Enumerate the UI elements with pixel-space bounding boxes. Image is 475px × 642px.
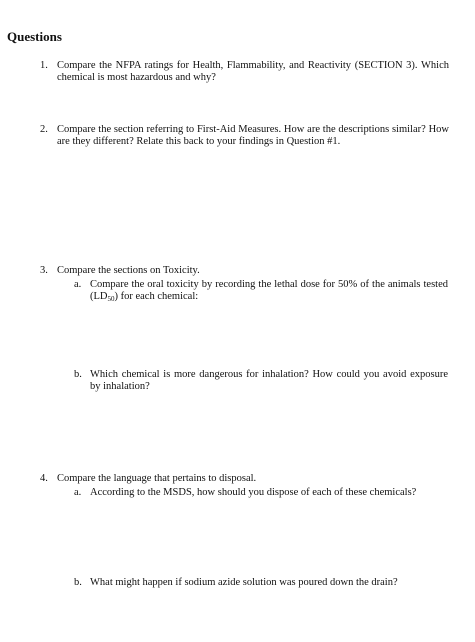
question-number: 4. [40, 473, 48, 484]
sub-question-letter: b. [74, 577, 82, 588]
question-2 [40, 124, 450, 150]
question-text: Compare the section referring to First-Aid Measures. How are the descriptions similar? How are they different? Relate this back to your findings in Question #1. [57, 124, 449, 147]
sub-question-letter: a. [74, 279, 82, 290]
question-number: 2. [40, 124, 48, 135]
question-text: Compare the sections on Toxicity. [57, 265, 200, 276]
question-4a [74, 487, 450, 501]
sub-question-text: Which chemical is more dangerous for inhalation? How could you avoid exposure by inhalation? [90, 369, 448, 392]
question-4b [74, 577, 450, 591]
question-3a [74, 279, 450, 305]
sub-question-letter: a. [74, 487, 82, 498]
question-3 [40, 265, 450, 279]
question-4 [40, 473, 450, 487]
sub-question-letter: b. [74, 369, 82, 380]
question-number: 3. [40, 265, 48, 276]
question-3b [74, 369, 450, 395]
sub-question-text: According to the MSDS, how should you dispose of each of these chemicals? [90, 487, 417, 498]
question-number: 1. [40, 60, 48, 71]
question-text: Compare the language that pertains to disposal. [57, 473, 257, 484]
sub-question-text: What might happen if sodium azide solution was poured down the drain? [90, 577, 398, 588]
sub-question-text: Compare the oral toxicity by recording the lethal dose for 50% of the animals tested $(LD_{50})$ for each chemical: [90, 279, 448, 303]
question-1 [40, 60, 450, 86]
question-text: Compare the NFPA ratings for Health, Flammability, and Reactivity (SECTION 3). Which chemical is most hazardous and why? [57, 60, 449, 83]
page-heading: Questions [7, 29, 62, 44]
